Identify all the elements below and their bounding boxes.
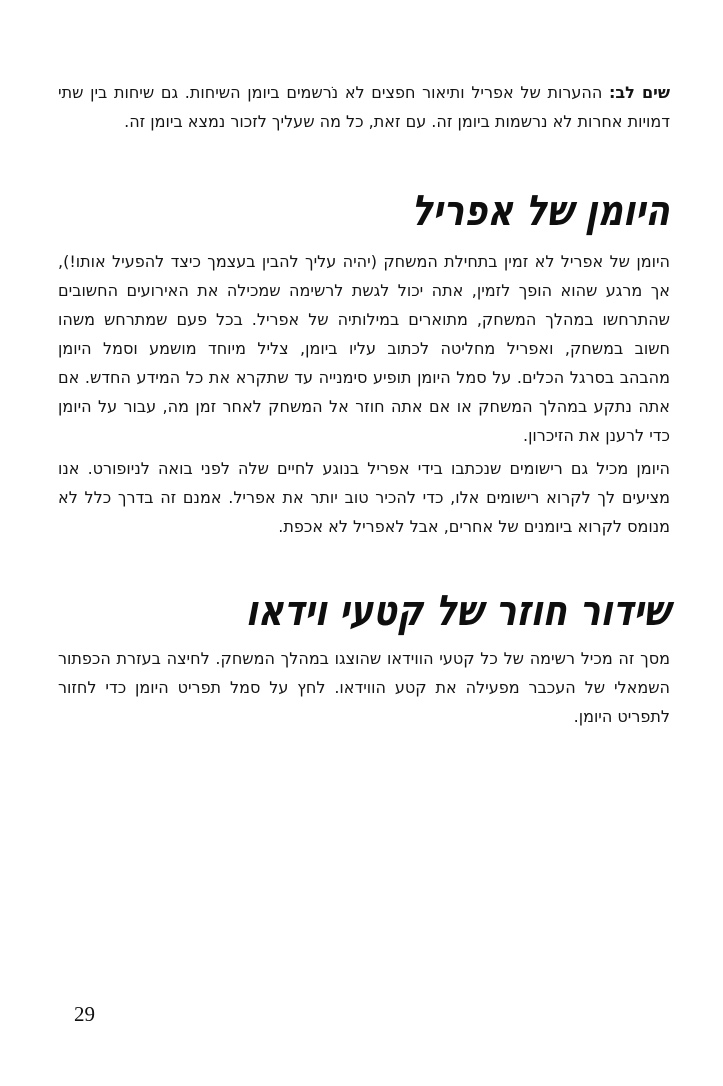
- paragraph-line: השמאלי של העכבר מפעילה את קטע הווידאו. לחץ על סמל תפריט היומן כדי לחזור: [58, 678, 670, 697]
- paragraph-line: שהתרחשו במהלך המשחק, מתוארים במילותיה של אפריל. בכל פעם שמתרחש משהו: [58, 310, 670, 329]
- paragraph-line: חשוב במשחק, ואפריל מחליטה לכתוב עליו ביומן, צליל מיוחד מושמע וסמל היומן: [58, 339, 670, 358]
- paragraph-line: לתפריט היומן.: [573, 707, 670, 726]
- paragraph-line: היומן של אפריל לא זמין בתחילת המשחק (יהיה עליך להבין בעצמך כיצד להפעיל אותו!),: [58, 252, 670, 271]
- note-paragraph: [58, 78, 670, 136]
- section-title-april-journal: היומן של אפריל: [410, 186, 671, 235]
- note-label: שים לב:: [609, 83, 670, 102]
- paragraph-line: דמויות אחרות לא נרשמות ביומן זה. עם זאת, כל מה שעליך לזכור נמצא ביומן זה.: [124, 112, 670, 131]
- paragraph-line: מציעים לך לקרוא רישומים אלו, כדי להכיר טוב יותר את אפריל. אמנם זה בדרך כלל לא: [58, 488, 670, 507]
- paragraph-line: כדי לרענן את הזיכרון.: [522, 426, 670, 445]
- paragraph-line: מהבהב בסרגל הכלים. על סמל היומן תופיע סימנייה עד שתקרא את כל המידע החדש. אם: [58, 368, 670, 387]
- page-number: 29: [74, 1002, 95, 1026]
- paragraph-line: מנומס לקרוא ביומנים של אחרים, אבל לאפריל לא אכפת.: [278, 517, 670, 536]
- journal-paragraph-1: [58, 247, 670, 450]
- paragraph-line: מסך זה מכיל רשימה של כל קטעי הווידאו שהוצגו במהלך המשחק. לחיצה בעזרת הכפתור: [58, 649, 670, 668]
- paragraph-line: אתה נתקע במהלך המשחק או אם אתה חוזר אל המשחק לאחר זמן מה, עבור על היומן: [58, 397, 670, 416]
- paragraph-line: אך מרגע שהוא הופך לזמין, אתה יכול לגשת לרשימה שמכילה את האירועים החשובים: [58, 281, 670, 300]
- paragraph-line: היומן מכיל גם רישומים שנכתבו בידי אפריל בנוגע לחיים שלה לפני בואה לניופורט. אנו: [58, 459, 670, 478]
- video-paragraph: [58, 644, 670, 731]
- note-line1-rest: ההערות של אפריל ותיאור חפצים לא נֹרשמים ביומן השיחות. גם שיחות בין שתי: [58, 83, 603, 102]
- section-title-video-replay: שידור חוזר של קטעי וידאו: [244, 586, 671, 635]
- paragraph-line: [58, 78, 670, 107]
- journal-paragraph-2: [58, 454, 670, 541]
